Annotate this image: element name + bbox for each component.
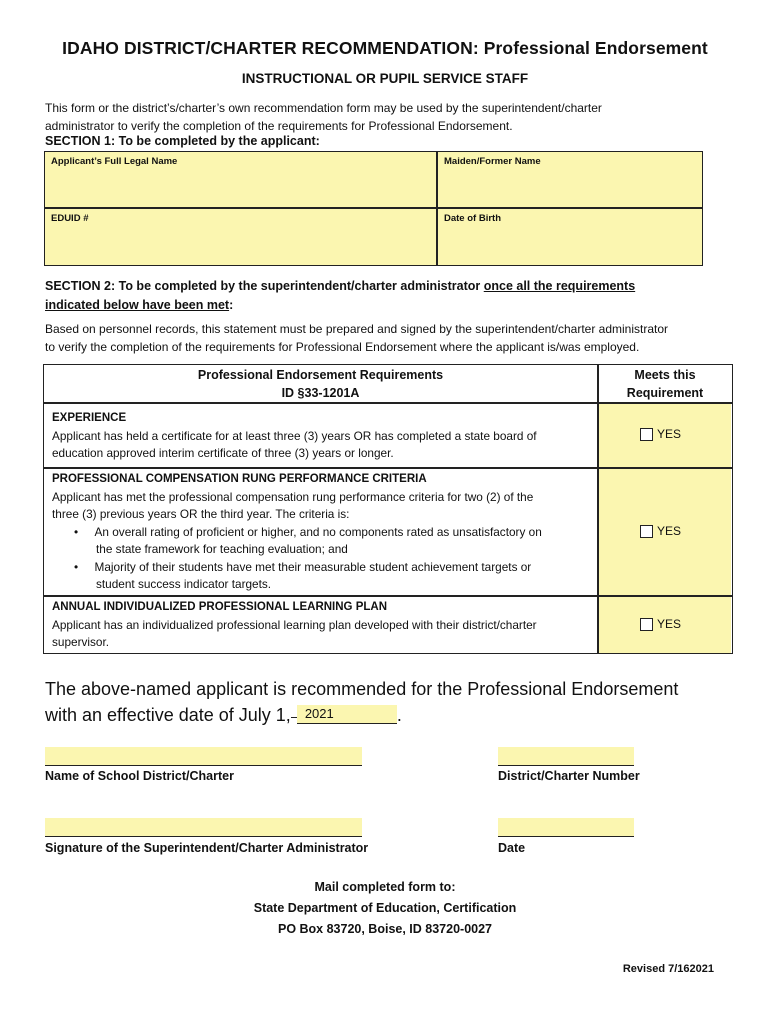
compensation-yes-checkbox[interactable] (640, 524, 681, 538)
section2-heading-underlined: once all the requirements (483, 279, 636, 293)
maiden-name-label: Maiden/Former Name (444, 156, 541, 167)
bullet-2-line-2: student success indicator targets. (96, 577, 272, 591)
district-number-field[interactable] (498, 747, 634, 766)
compensation-bullet-1 (52, 524, 592, 559)
experience-row (52, 410, 592, 463)
meets-header-line-1: Meets this (634, 368, 696, 382)
learning-plan-row (52, 599, 592, 652)
checkbox-icon[interactable] (640, 525, 653, 538)
intro-line-1: This form or the district’s/charter’s own recommendation form may be used by the superintendent/charter (45, 101, 602, 115)
eduid-field[interactable] (45, 209, 435, 265)
recommendation-line-1: The above-named applicant is recommended for the Professional Endorsement (45, 679, 679, 699)
bullet-1-line-1: An overall rating of proficient or higher, and no components rated as unsatisfactory on (94, 524, 542, 539)
experience-yes-checkbox[interactable] (640, 427, 681, 441)
learning-plan-line-2: supervisor. (52, 635, 110, 649)
bullet-icon: • (74, 524, 95, 539)
learning-plan-line-1: Applicant has an individualized professional learning plan developed with their district/charter (52, 617, 537, 632)
district-name-label: Name of School District/Charter (45, 769, 234, 783)
bullet-1-line-2: the state framework for teaching evaluation; and (96, 542, 348, 556)
mail-line-3: PO Box 83720, Boise, ID 83720-0027 (277, 922, 492, 936)
bullet-icon: • (74, 559, 95, 574)
compensation-line-2: three (3) previous years OR the third year. The criteria is: (52, 507, 350, 521)
experience-heading: EXPERIENCE (52, 412, 127, 424)
form-subtitle: INSTRUCTIONAL OR PUPIL SERVICE STAFF (241, 71, 529, 86)
signature-field[interactable] (45, 818, 362, 837)
recommendation-statement (45, 676, 745, 728)
section2-heading (45, 277, 735, 315)
date-of-birth-label: Date of Birth (444, 213, 501, 224)
applicant-info-box (44, 151, 703, 266)
checkbox-icon[interactable] (640, 618, 653, 631)
divider (44, 595, 732, 597)
recommendation-period: . (396, 705, 402, 725)
eduid-label: EDUID # (51, 213, 89, 224)
recommendation-line-2 (45, 702, 745, 728)
full-legal-name-label: Applicant’s Full Legal Name (51, 156, 178, 167)
divider (597, 365, 599, 653)
date-label: Date (498, 841, 526, 855)
meets-column-header (599, 366, 731, 402)
section2-heading-underlined-2: indicated below have been met (45, 298, 230, 312)
revision-date: Revised 7/162021 (622, 963, 714, 975)
signature-label: Signature of the Superintendent/Charter Administrator (45, 841, 369, 855)
requirements-header-line-2: ID §33-1201A (281, 386, 360, 400)
learning-plan-yes-checkbox[interactable] (640, 617, 681, 631)
section1-heading: SECTION 1: To be completed by the applicant: (45, 134, 320, 148)
experience-line-2: education approved interim certificate of three (3) years or longer. (52, 446, 394, 460)
date-field[interactable] (498, 818, 634, 837)
experience-line-1: Applicant has held a certificate for at least three (3) years OR has completed a state board of (52, 428, 537, 443)
requirements-table (43, 364, 733, 654)
yes-label: YES (657, 524, 682, 538)
bullet-2-line-1: Majority of their students have met their measurable student achievement targets or (94, 559, 532, 574)
requirements-header-line-1: Professional Endorsement Requirements (197, 368, 444, 382)
effective-year-field[interactable]: 2021 (297, 705, 397, 724)
instructions-line-2: to verify the completion of the requirements for Professional Endorsement where the applicant is/was employed. (45, 340, 640, 354)
meets-header-line-2: Requirement (626, 386, 704, 400)
intro-text (45, 99, 735, 135)
form-title: IDAHO DISTRICT/CHARTER RECOMMENDATION: Professional Endorsement (62, 38, 708, 58)
section2-heading-colon: : (229, 298, 234, 312)
district-number-label: District/Charter Number (498, 769, 640, 783)
compensation-line-1: Applicant has met the professional compensation rung performance criteria for two (2) of the (52, 489, 534, 504)
mail-instructions (0, 877, 770, 940)
divider (44, 402, 732, 404)
maiden-name-field[interactable] (438, 152, 702, 207)
mail-line-1: Mail completed form to: (314, 880, 456, 894)
learning-plan-heading: ANNUAL INDIVIDUALIZED PROFESSIONAL LEARNING PLAN (52, 601, 388, 613)
date-of-birth-field[interactable] (438, 209, 702, 265)
compensation-bullet-2 (52, 559, 592, 594)
compensation-row (52, 471, 592, 594)
intro-line-2: administrator to verify the completion of the requirements for Professional Endorsement. (45, 119, 513, 133)
yes-label: YES (657, 617, 682, 631)
district-name-field[interactable] (45, 747, 362, 766)
divider (44, 467, 732, 469)
checkbox-icon[interactable] (640, 428, 653, 441)
requirements-column-header (44, 366, 597, 402)
section2-heading-text: SECTION 2: To be completed by the superintendent/charter administrator (45, 279, 484, 293)
section2-instructions (45, 320, 735, 356)
yes-label: YES (657, 427, 682, 441)
instructions-line-1: Based on personnel records, this statement must be prepared and signed by the superintendent/charter administrator (45, 322, 669, 336)
compensation-heading: PROFESSIONAL COMPENSATION RUNG PERFORMANCE CRITERIA (52, 473, 427, 485)
mail-line-2: State Department of Education, Certification (253, 901, 517, 915)
recommendation-line-2-text: with an effective date of July 1, (45, 705, 291, 725)
full-legal-name-field[interactable] (45, 152, 435, 207)
